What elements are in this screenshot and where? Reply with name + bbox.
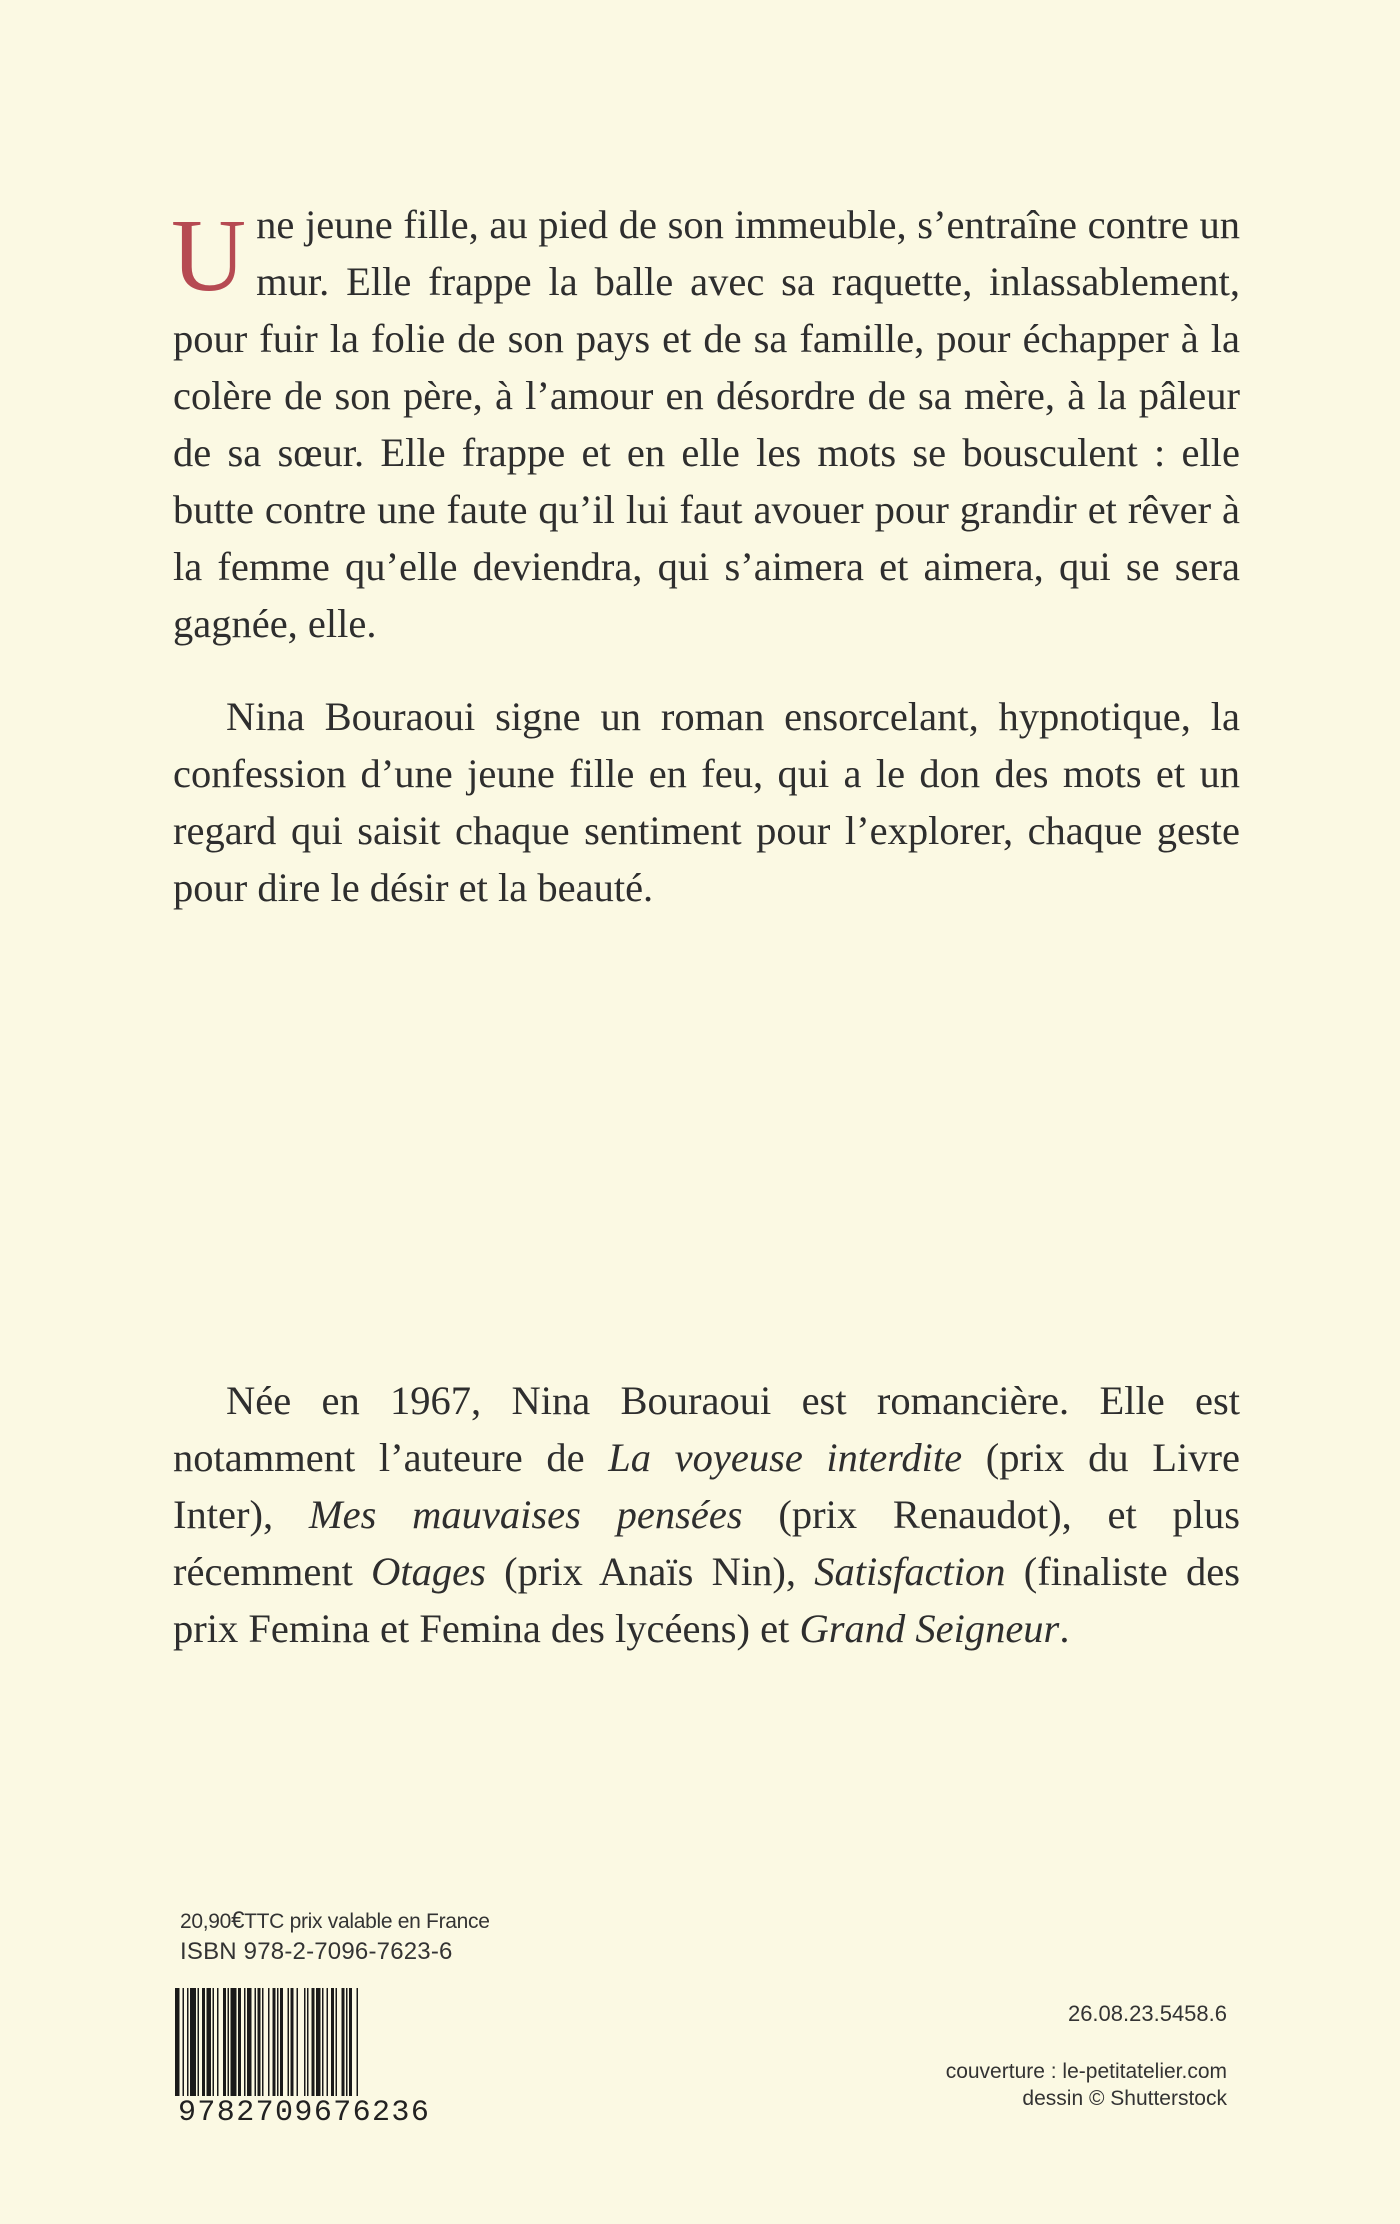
barcode-bar xyxy=(202,1988,205,2096)
price-currency: € xyxy=(231,1907,245,1934)
barcode-bar xyxy=(258,1988,261,2096)
barcode-bar xyxy=(223,1988,226,2096)
barcode-bar xyxy=(217,1988,219,2096)
barcode-bar xyxy=(316,1988,321,2096)
book-title-3: Otages xyxy=(371,1549,486,1594)
bio-text-1: Née en 1967, Nina Bouraoui est romancière. Elle est notamment l’auteure de xyxy=(173,1378,1240,1480)
book-title-5: Grand Seigneur xyxy=(799,1606,1060,1651)
barcode-bar xyxy=(244,1988,246,2096)
book-title-1: La voyeuse interdite xyxy=(608,1435,963,1480)
barcode-bar xyxy=(288,1988,290,2096)
barcode-bar xyxy=(336,1988,338,2096)
barcode-bar xyxy=(262,1988,264,2096)
price-tax: TTC xyxy=(244,1910,285,1933)
barcode-bar xyxy=(349,1988,352,2096)
isbn: ISBN 978-2-7096-7623-6 xyxy=(180,1938,453,1965)
price-line xyxy=(180,1907,490,1936)
barcode-bar xyxy=(273,1988,276,2096)
barcode-bar xyxy=(331,1988,334,2096)
barcode-bar xyxy=(312,1988,315,2096)
barcode-bar xyxy=(231,1988,237,2096)
bio-text-2: (prix du Livre Inter), xyxy=(173,1435,1240,1537)
barcode-bar xyxy=(342,1988,345,2096)
barcode-bar xyxy=(327,1988,329,2096)
barcode-bar xyxy=(190,1988,196,2096)
cover-credit: couverture : le-petitatelier.com xyxy=(945,2060,1227,2083)
book-title-4: Satisfaction xyxy=(814,1549,1006,1594)
drawing-credit: dessin © Shutterstock xyxy=(1022,2087,1227,2110)
barcode-bar xyxy=(228,1988,230,2096)
drop-cap: U xyxy=(171,198,247,313)
barcode-bar xyxy=(238,1988,241,2096)
barcode-bar xyxy=(213,1988,215,2096)
credits xyxy=(946,2058,1227,2112)
barcode-bar xyxy=(304,1988,306,2096)
barcode-bar xyxy=(277,1988,279,2096)
bio-text-3: (prix Renaudot), et plus récemment xyxy=(173,1492,1240,1594)
barcode-bar xyxy=(291,1988,294,2096)
barcode-bar xyxy=(175,1988,180,2096)
barcode-bar xyxy=(207,1988,212,2096)
blurb xyxy=(173,196,1240,916)
barcode-bar xyxy=(255,1988,257,2096)
barcode-bar xyxy=(268,1988,270,2096)
barcode-bar xyxy=(247,1988,252,2096)
blurb-paragraph-1 xyxy=(173,196,1240,652)
bio-text-5: (finaliste des prix Femina et Femina des lycéens) et xyxy=(173,1549,1240,1651)
barcode-bar xyxy=(307,1988,309,2096)
author-bio xyxy=(173,1372,1240,1657)
price-note: prix valable en France xyxy=(289,1910,490,1933)
bio-text-4: (prix Anaïs Nin), xyxy=(485,1549,815,1594)
barcode-bar xyxy=(183,1988,185,2096)
distribution-code: 26.08.23.5458.6 xyxy=(1067,2001,1227,2026)
price-amount: 20,90 xyxy=(180,1910,232,1933)
blurb-paragraph-1-text: ne jeune fille, au pied de son immeuble, s’entraîne contre un mur. Elle frappe la balle avec sa raquette, inlassablement, pour fuir la folie de son pays et de sa famille, pour échapper à la colère de son père, à l’amour en désordre de sa mère, à la pâleur de sa sœur. Elle frappe et en elle les mots se bousculent : elle butte contre une faute qu’il lui faut avouer pour grandir et rêver à la femme qu’elle deviendra, qui s’aimera et aimera, qui se sera gagnée, elle. xyxy=(173,202,1240,646)
bio-text-6: . xyxy=(1059,1606,1070,1651)
book-title-2: Mes mauvaises pensées xyxy=(308,1492,743,1537)
barcode-bar xyxy=(280,1988,283,2096)
barcode-bar xyxy=(198,1988,200,2096)
blurb-paragraph-2: Nina Bouraoui signe un roman ensorcelant, hypnotique, la confession d’une jeune fille en feu, qui a le don des mots et un regard qui saisit chaque sentiment pour l’explorer, chaque geste pour dire le désir et la beauté. xyxy=(173,694,1240,910)
barcode-bar xyxy=(187,1988,189,2096)
barcode-bar xyxy=(346,1988,348,2096)
barcode-bar xyxy=(357,1988,359,2096)
barcode-number: 9782709676236 xyxy=(178,2096,431,2130)
barcode-bar xyxy=(297,1988,299,2096)
barcode-bar xyxy=(322,1988,324,2096)
